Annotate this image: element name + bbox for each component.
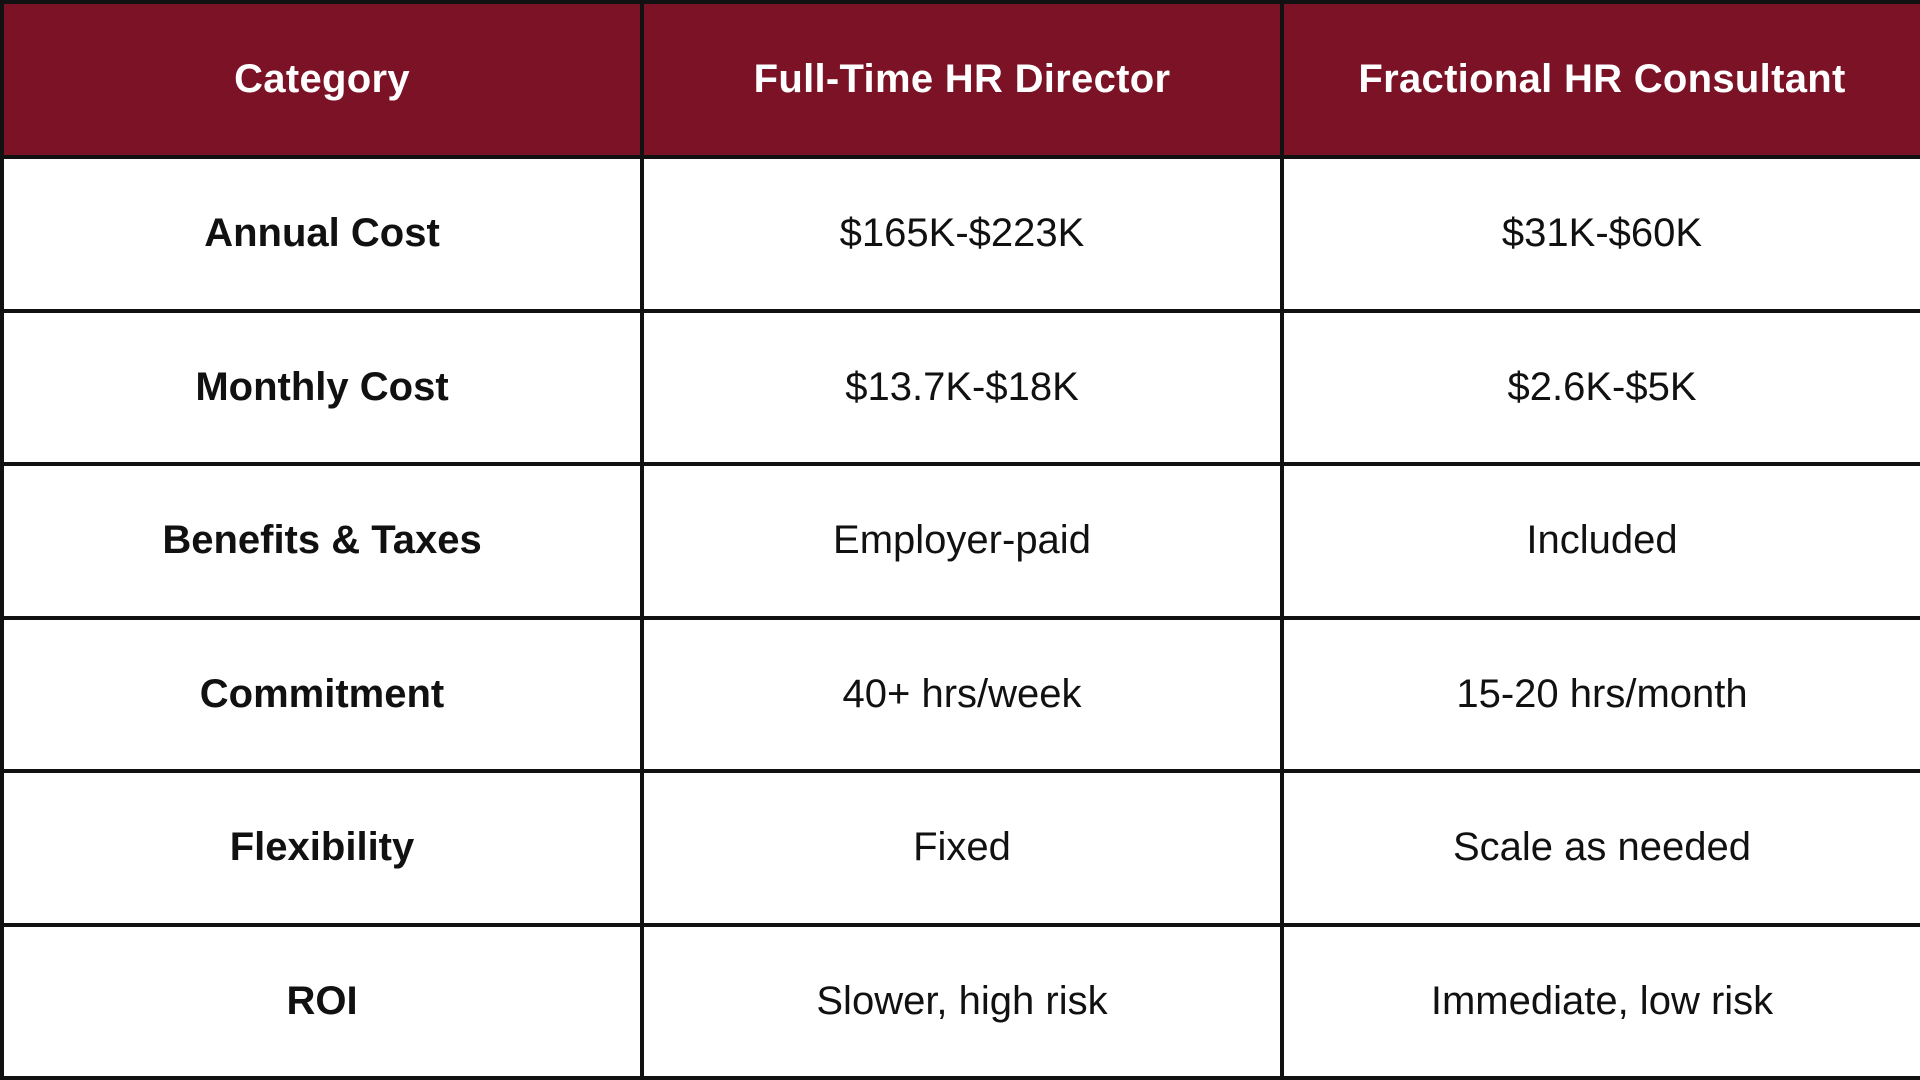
row-category-label: Commitment — [2, 618, 642, 772]
table-row-annual-cost — [2, 157, 1920, 311]
table-row-benefits-taxes — [2, 464, 1920, 618]
fractional-value: $31K-$60K — [1282, 157, 1920, 311]
table-header — [2, 2, 1920, 157]
row-category-label: ROI — [2, 925, 642, 1079]
row-category-label: Flexibility — [2, 771, 642, 925]
table-body — [2, 157, 1920, 1078]
fractional-value: 15-20 hrs/month — [1282, 618, 1920, 772]
fractional-value: $2.6K-$5K — [1282, 311, 1920, 465]
row-category-label: Annual Cost — [2, 157, 642, 311]
header-category: Category — [2, 2, 642, 157]
row-category-label: Monthly Cost — [2, 311, 642, 465]
fractional-value: Included — [1282, 464, 1920, 618]
full-time-value: Slower, high risk — [642, 925, 1282, 1079]
row-category-label: Benefits & Taxes — [2, 464, 642, 618]
table-row-flexibility — [2, 771, 1920, 925]
full-time-value: Employer-paid — [642, 464, 1282, 618]
header-full-time-hr-director: Full-Time HR Director — [642, 2, 1282, 157]
full-time-value: $13.7K-$18K — [642, 311, 1282, 465]
table-row-commitment — [2, 618, 1920, 772]
header-row — [2, 2, 1920, 157]
fractional-value: Scale as needed — [1282, 771, 1920, 925]
table-row-roi — [2, 925, 1920, 1079]
full-time-value: $165K-$223K — [642, 157, 1282, 311]
fractional-value: Immediate, low risk — [1282, 925, 1920, 1079]
full-time-value: 40+ hrs/week — [642, 618, 1282, 772]
table-row-monthly-cost — [2, 311, 1920, 465]
header-fractional-hr-consultant: Fractional HR Consultant — [1282, 2, 1920, 157]
full-time-value: Fixed — [642, 771, 1282, 925]
